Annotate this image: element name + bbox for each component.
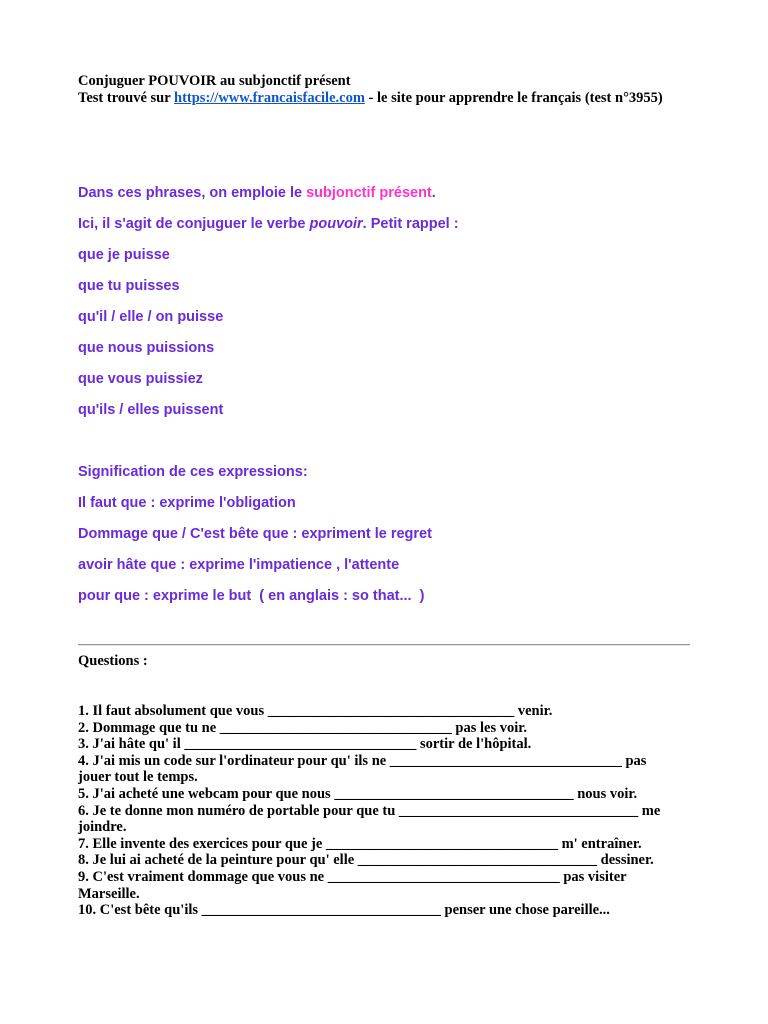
question-item: 1. Il faut absolument que vous __________________________________ venir. xyxy=(78,703,553,719)
verb-line xyxy=(78,215,698,246)
conjugation-line: qu'il / elle / on puisse xyxy=(78,309,224,325)
question-item: 5. J'ai acheté une webcam pour que nous _________________________________ nous voir. xyxy=(78,785,638,802)
intro-period: . xyxy=(431,185,436,201)
source-line xyxy=(78,90,698,107)
conjugation-line: que tu puisses xyxy=(78,278,180,294)
question-item: 8. Je lui ai acheté de la peinture pour qu' elle _________________________________ dessiner. xyxy=(78,852,654,869)
subjonctif-highlight: subjonctif présent xyxy=(306,185,432,201)
verb-text: Ici, il s'agit de conjuguer le verbe xyxy=(78,216,310,232)
question-item: 7. Elle invente des exercices pour que je ________________________________ m' entraîner. xyxy=(78,835,642,852)
source-suffix: - le site pour apprendre le français (test n°3955) xyxy=(364,89,663,106)
expressions-title: Signification de ces expressions: xyxy=(78,464,308,480)
conjugation-line: que vous puissiez xyxy=(78,371,203,387)
conjugation-line: que je puisse xyxy=(78,247,170,263)
horizontal-divider xyxy=(78,644,690,646)
conjugation-line: qu'ils / elles puissent xyxy=(78,402,224,418)
question-item: 2. Dommage que tu ne ________________________________ pas les voir. xyxy=(78,719,527,736)
question-item: 10. C'est bête qu'ils _________________________________ penser une chose pareille... xyxy=(78,902,610,919)
page-title: Conjuguer POUVOIR au subjonctif présent xyxy=(78,73,351,89)
question-item: 4. J'ai mis un code sur l'ordinateur pour qu' ils ne ________________________________ pas jouer tout le temps. xyxy=(78,752,647,786)
verb-suffix: . Petit rappel : xyxy=(362,216,459,232)
questions-list xyxy=(78,703,678,919)
expression-line: pour que : exprime le but ( en anglais : so that... ) xyxy=(78,588,425,604)
grammar-reminder xyxy=(78,184,698,618)
expression-line: Il faut que : exprime l'obligation xyxy=(78,495,296,511)
spacer xyxy=(78,432,698,463)
question-item: 9. C'est vraiment dommage que vous ne ________________________________ pas visiter Marseille. xyxy=(78,868,627,902)
question-item: 6. Je te donne mon numéro de portable pour que tu _________________________________ me joindre. xyxy=(78,802,661,836)
expression-line: avoir hâte que : exprime l'impatience , l'attente xyxy=(78,557,400,573)
expression-line: Dommage que / C'est bête que : expriment le regret xyxy=(78,526,432,542)
document-header xyxy=(78,73,698,106)
questions-title: Questions : xyxy=(78,653,148,669)
intro-text: Dans ces phrases, on emploie le xyxy=(78,185,307,201)
intro-line xyxy=(78,184,698,215)
question-item: 3. J'ai hâte qu' il ________________________________ sortir de l'hôpital. xyxy=(78,736,532,753)
source-prefix: Test trouvé sur xyxy=(78,89,175,106)
source-link[interactable]: https://www.francaisfacile.com xyxy=(174,89,365,106)
verb-name: pouvoir xyxy=(309,216,363,232)
conjugation-line: que nous puissions xyxy=(78,340,215,356)
